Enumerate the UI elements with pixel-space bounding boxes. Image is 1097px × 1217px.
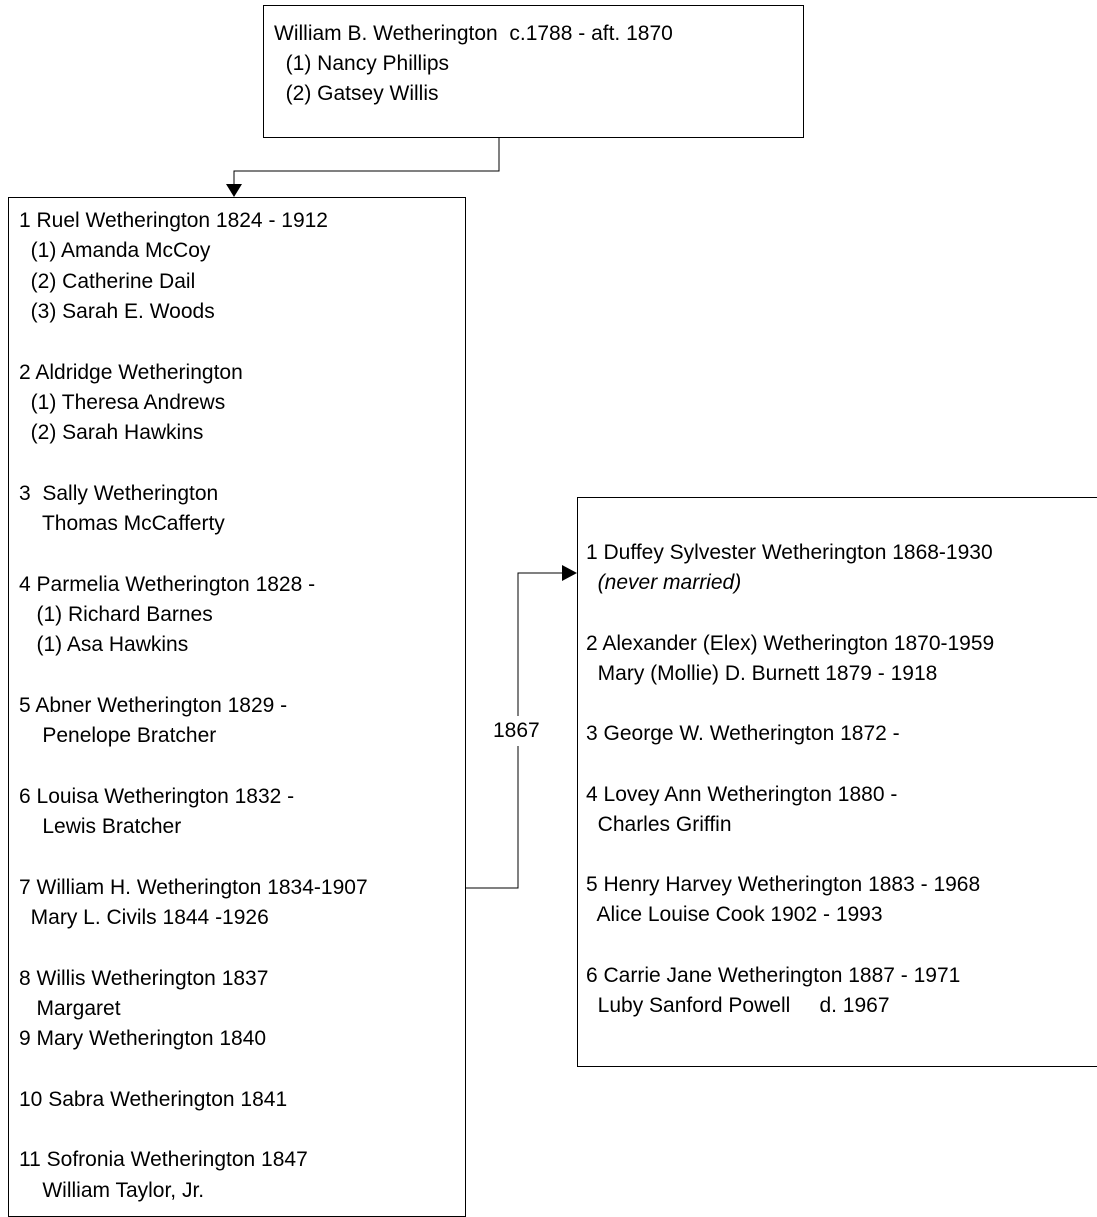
root-person-line: (2) Gatsey Willis [274, 82, 439, 105]
child-entry-line: 11 Sofronia Wetherington 1847 [19, 1148, 308, 1172]
grandchild-entry-line: 4 Lovey Ann Wetherington 1880 - [586, 782, 898, 806]
grandchild-entry-line: 5 Henry Harvey Wetherington 1883 - 1968 [586, 873, 981, 897]
child-entry-line: 5 Abner Wetherington 1829 - [19, 693, 288, 717]
child-entry-line: (2) Catherine Dail [19, 269, 196, 293]
grandchild-entry-line: 3 George W. Wetherington 1872 - [586, 722, 900, 746]
child-entry-line: 9 Mary Wetherington 1840 [19, 1027, 267, 1051]
child-entry-line: (1) Amanda McCoy [19, 239, 211, 263]
children-box [8, 197, 466, 1217]
child-entry-line: (1) Theresa Andrews [19, 390, 226, 414]
child-entry-line: Penelope Bratcher [19, 724, 217, 748]
child-entry-line: (1) Richard Barnes [19, 602, 213, 626]
child-entry-line: Lewis Bratcher [19, 815, 182, 838]
root-person-box [263, 5, 804, 138]
child-entry-line: Margaret [19, 996, 121, 1020]
grandchild-entry-line: Mary (Mollie) D. Burnett 1879 - 1918 [586, 661, 938, 685]
root-person-line: (1) Nancy Phillips [274, 52, 450, 75]
child-entry-line: 1 Ruel Wetherington 1824 - 1912 [19, 209, 328, 232]
grandchildren-box [577, 497, 1097, 1067]
child-entry-line: (1) Asa Hawkins [19, 633, 189, 657]
grandchild-entry-line: 2 Alexander (Elex) Wetherington 1870-1959 [586, 631, 995, 655]
grandchild-entry-line: 1 Duffey Sylvester Wetherington 1868-1930 [586, 541, 993, 564]
child-entry-line: 3 Sally Wetherington [19, 481, 219, 505]
child-entry-line: Thomas McCafferty [19, 512, 225, 535]
child-entry-line: 4 Parmelia Wetherington 1828 - [19, 572, 316, 596]
child-entry-line: 8 Willis Wetherington 1837 [19, 966, 269, 990]
root-to-children-arrowhead [226, 184, 242, 197]
root-to-children-connector [234, 138, 499, 186]
grandchild-entry-line: 6 Carrie Jane Wetherington 1887 - 1971 [586, 963, 961, 987]
child-entry-line: Mary L. Civils 1844 -1926 [19, 905, 269, 929]
child-entry-line: 6 Louisa Wetherington 1832 - [19, 784, 295, 808]
child-entry-line: 10 Sabra Wetherington 1841 [19, 1087, 288, 1111]
root-person-line: William B. Wetherington c.1788 - aft. 1870 [274, 22, 673, 45]
child-entry-line: 2 Aldridge Wetherington [19, 360, 243, 384]
grandchild-entry-line: (never married) [586, 571, 742, 595]
child-entry-line: William Taylor, Jr. [19, 1178, 205, 1202]
child-entry-line: 7 William H. Wetherington 1834-1907 [19, 875, 368, 899]
grandchild-entry-line: Alice Louise Cook 1902 - 1993 [586, 903, 883, 927]
william-h-to-grandchildren-arrowhead [562, 565, 577, 581]
child-entry-line: (2) Sarah Hawkins [19, 421, 204, 445]
child-entry-line: (3) Sarah E. Woods [19, 299, 215, 323]
grandchild-entry-line: Charles Griffin [586, 812, 732, 836]
grandchild-entry-line: Luby Sanford Powell d. 1967 [586, 994, 890, 1017]
marriage-year-label: 1867 [491, 716, 542, 746]
